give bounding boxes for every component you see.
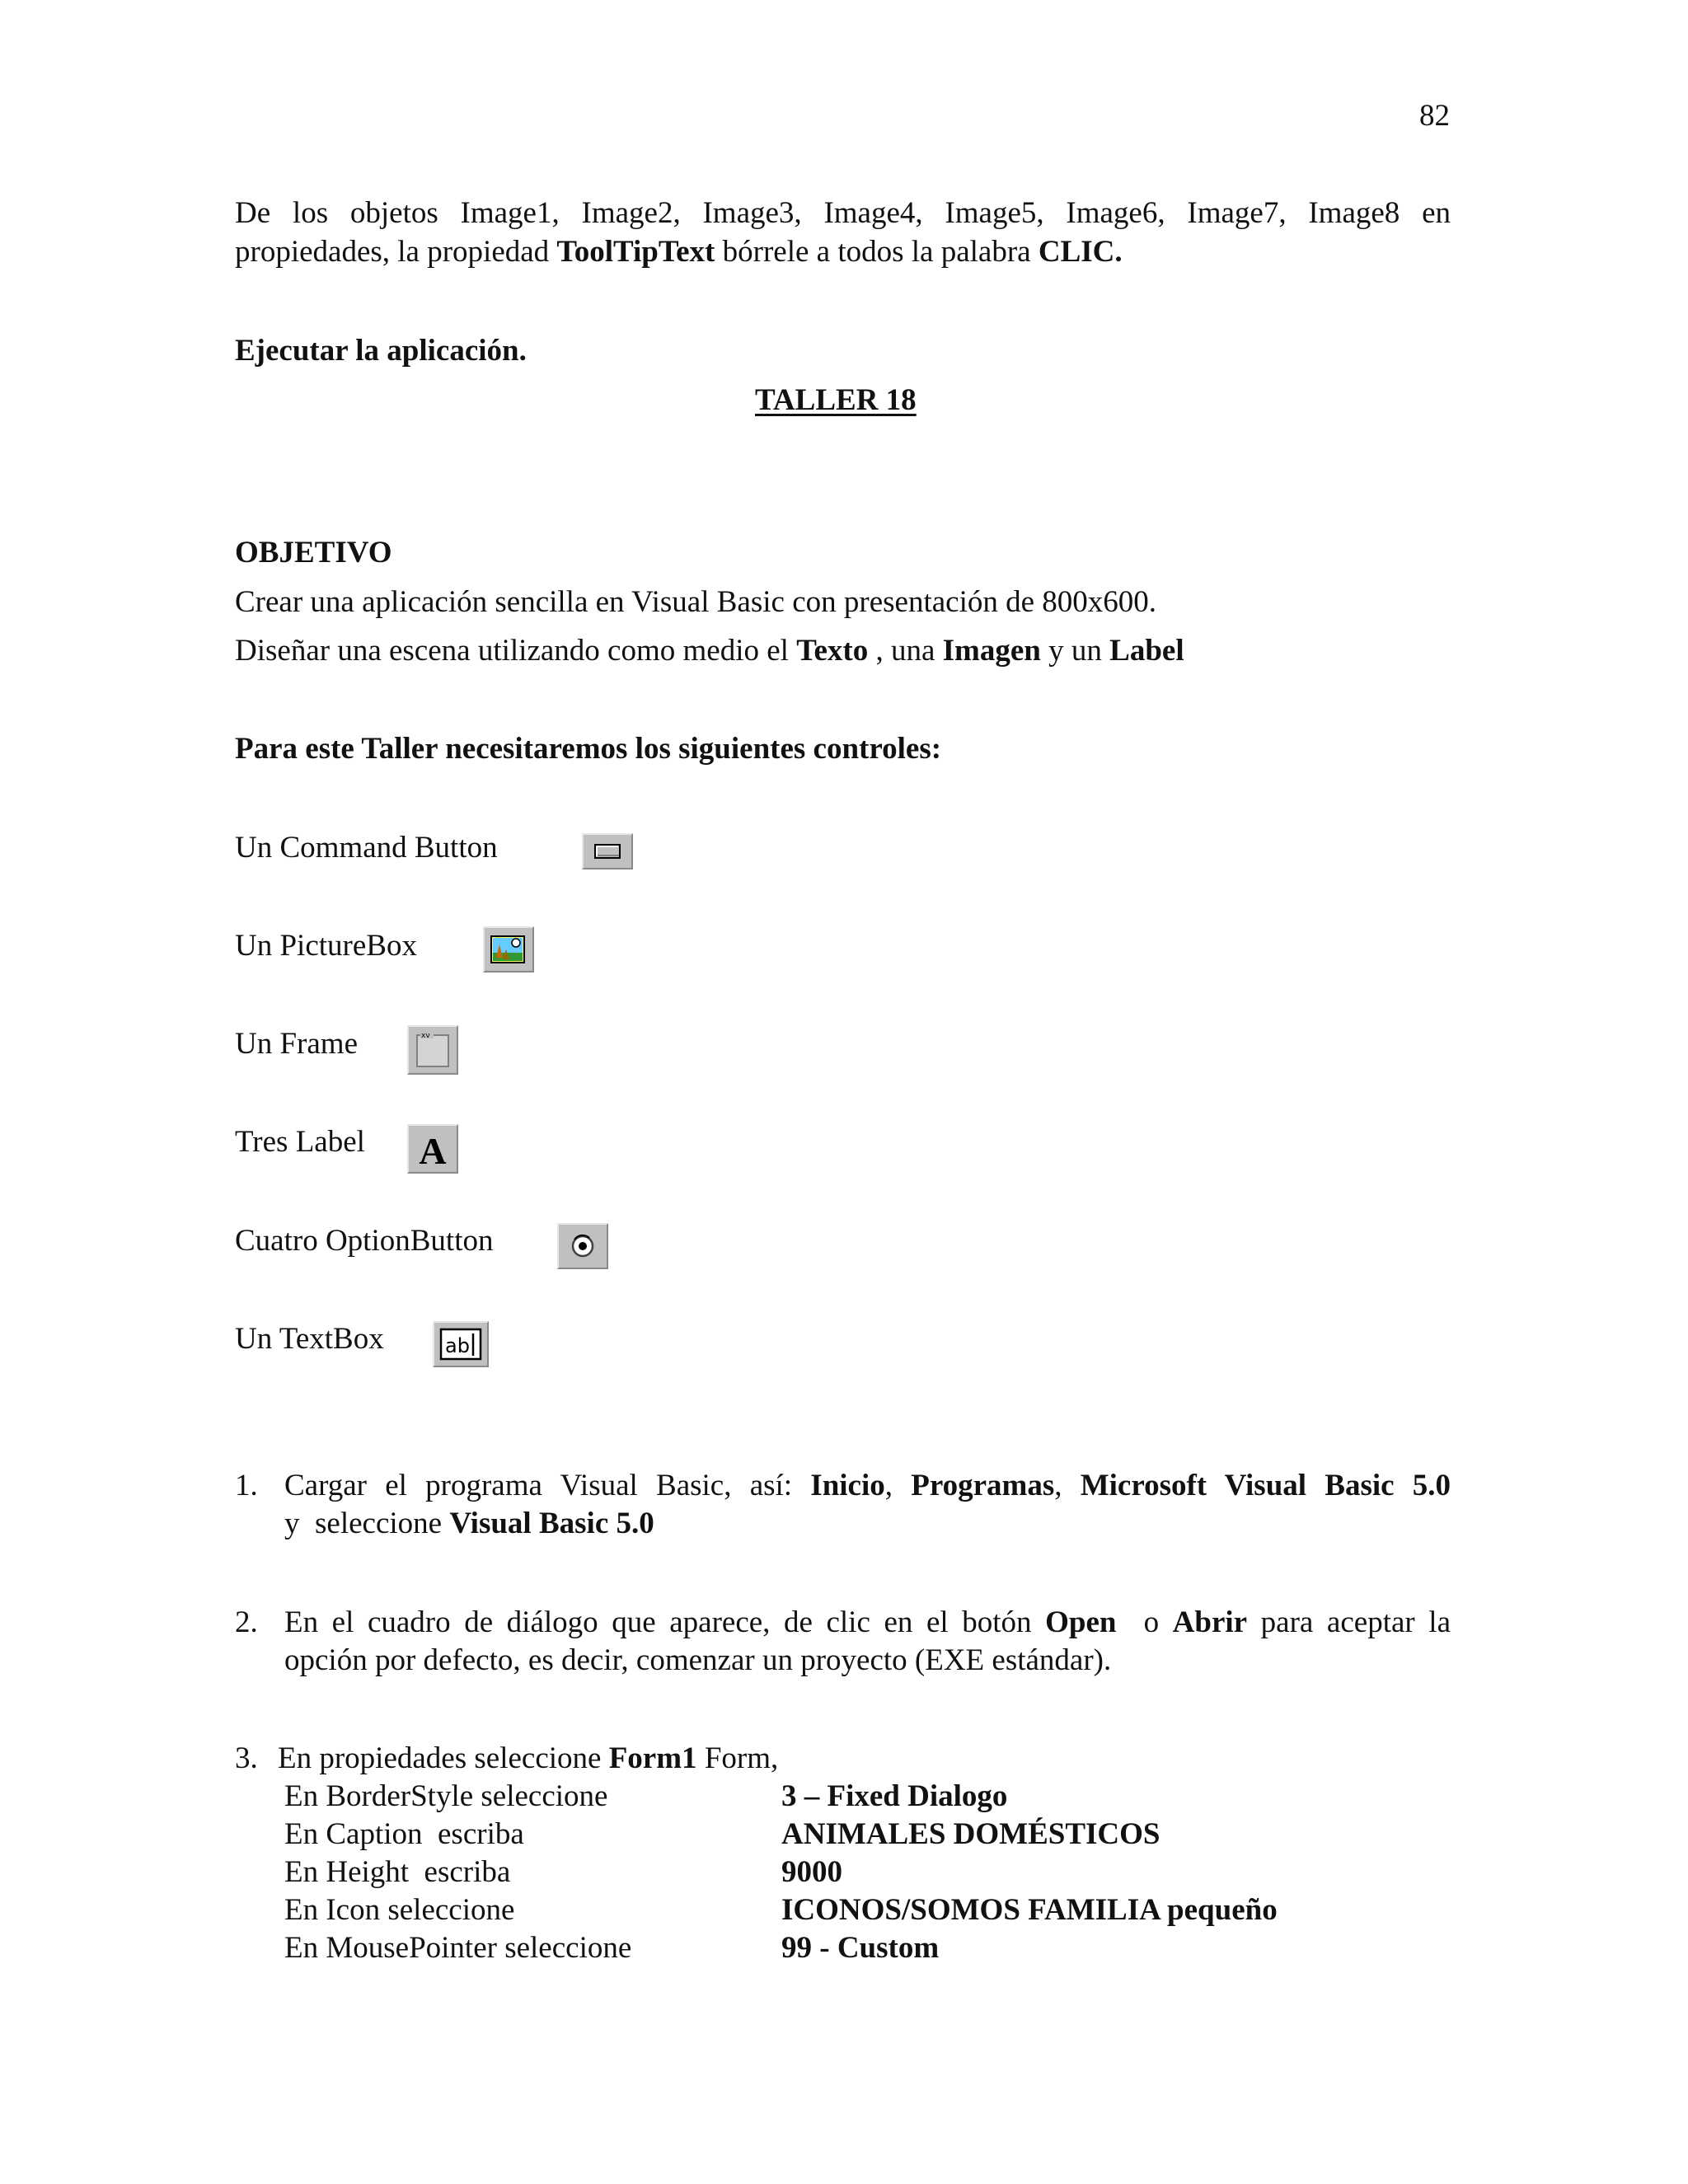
step-2-line-1: En el cuadro de diálogo que aparece, de clic en el botón Open o Abrir para aceptar la [284, 1605, 1451, 1639]
control-label-label: Tres Label [235, 1125, 365, 1159]
picturebox-icon [483, 926, 534, 972]
intro-line-1: De los objetos Image1, Image2, Image3, Image4, Image5, Image6, Image7, Image8 en [235, 196, 1451, 230]
step-3-line-1: En propiedades seleccione Form1 Form, [278, 1741, 779, 1775]
prop-caption-label: En Caption escriba [284, 1817, 524, 1851]
objective-line-2: Diseñar una escena utilizando como medio el Texto , una Imagen y un Label [235, 634, 1184, 668]
run-app-instruction: Ejecutar la aplicación. [235, 334, 527, 368]
step-2-line-2: opción por defecto, es decir, comenzar un proyecto (EXE estándar). [284, 1643, 1112, 1677]
step-3-number: 3. [235, 1741, 258, 1775]
svg-text:A: A [419, 1130, 447, 1172]
prop-mousepointer-label: En MousePointer seleccione [284, 1931, 632, 1965]
page-number: 82 [1419, 99, 1450, 133]
prop-borderstyle-value: 3 – Fixed Dialogo [781, 1779, 1008, 1813]
control-option-button-label: Cuatro OptionButton [235, 1224, 494, 1258]
step-1-line-1: Cargar el programa Visual Basic, así: Inicio, Programas, Microsoft Visual Basic 5.0 [284, 1469, 1451, 1502]
control-command-button-label: Un Command Button [235, 831, 498, 865]
option-button-icon [557, 1223, 608, 1269]
step-2-number: 2. [235, 1605, 258, 1639]
svg-text:xv: xv [421, 1032, 430, 1040]
control-picturebox-label: Un PictureBox [235, 929, 417, 963]
prop-height-value: 9000 [781, 1855, 842, 1889]
step-1-line-2: y seleccione Visual Basic 5.0 [284, 1507, 654, 1540]
step-1-number: 1. [235, 1469, 258, 1502]
prop-borderstyle-label: En BorderStyle seleccione [284, 1779, 608, 1813]
intro-line-2: propiedades, la propiedad ToolTipText bórrele a todos la palabra CLIC. [235, 235, 1123, 269]
objective-heading: OBJETIVO [235, 536, 392, 569]
control-frame-label: Un Frame [235, 1027, 358, 1061]
objective-line-1: Crear una aplicación sencilla en Visual Basic con presentación de 800x600. [235, 585, 1157, 619]
control-textbox-label: Un TextBox [235, 1322, 384, 1356]
label-icon [407, 1124, 458, 1174]
prop-mousepointer-value: 99 - Custom [781, 1931, 940, 1965]
prop-caption-value: ANIMALES DOMÉSTICOS [781, 1817, 1160, 1851]
textbox-icon [433, 1321, 489, 1367]
workshop-title: TALLER 18 [755, 383, 917, 417]
prop-icon-value: ICONOS/SOMOS FAMILIA pequeño [781, 1893, 1278, 1927]
command-button-icon [582, 833, 633, 869]
prop-icon-label: En Icon seleccione [284, 1893, 515, 1927]
svg-text:ab: ab [445, 1334, 470, 1357]
prop-height-label: En Height escriba [284, 1855, 511, 1889]
frame-icon [407, 1025, 458, 1075]
controls-heading: Para este Taller necesitaremos los siguientes controles: [235, 732, 942, 766]
